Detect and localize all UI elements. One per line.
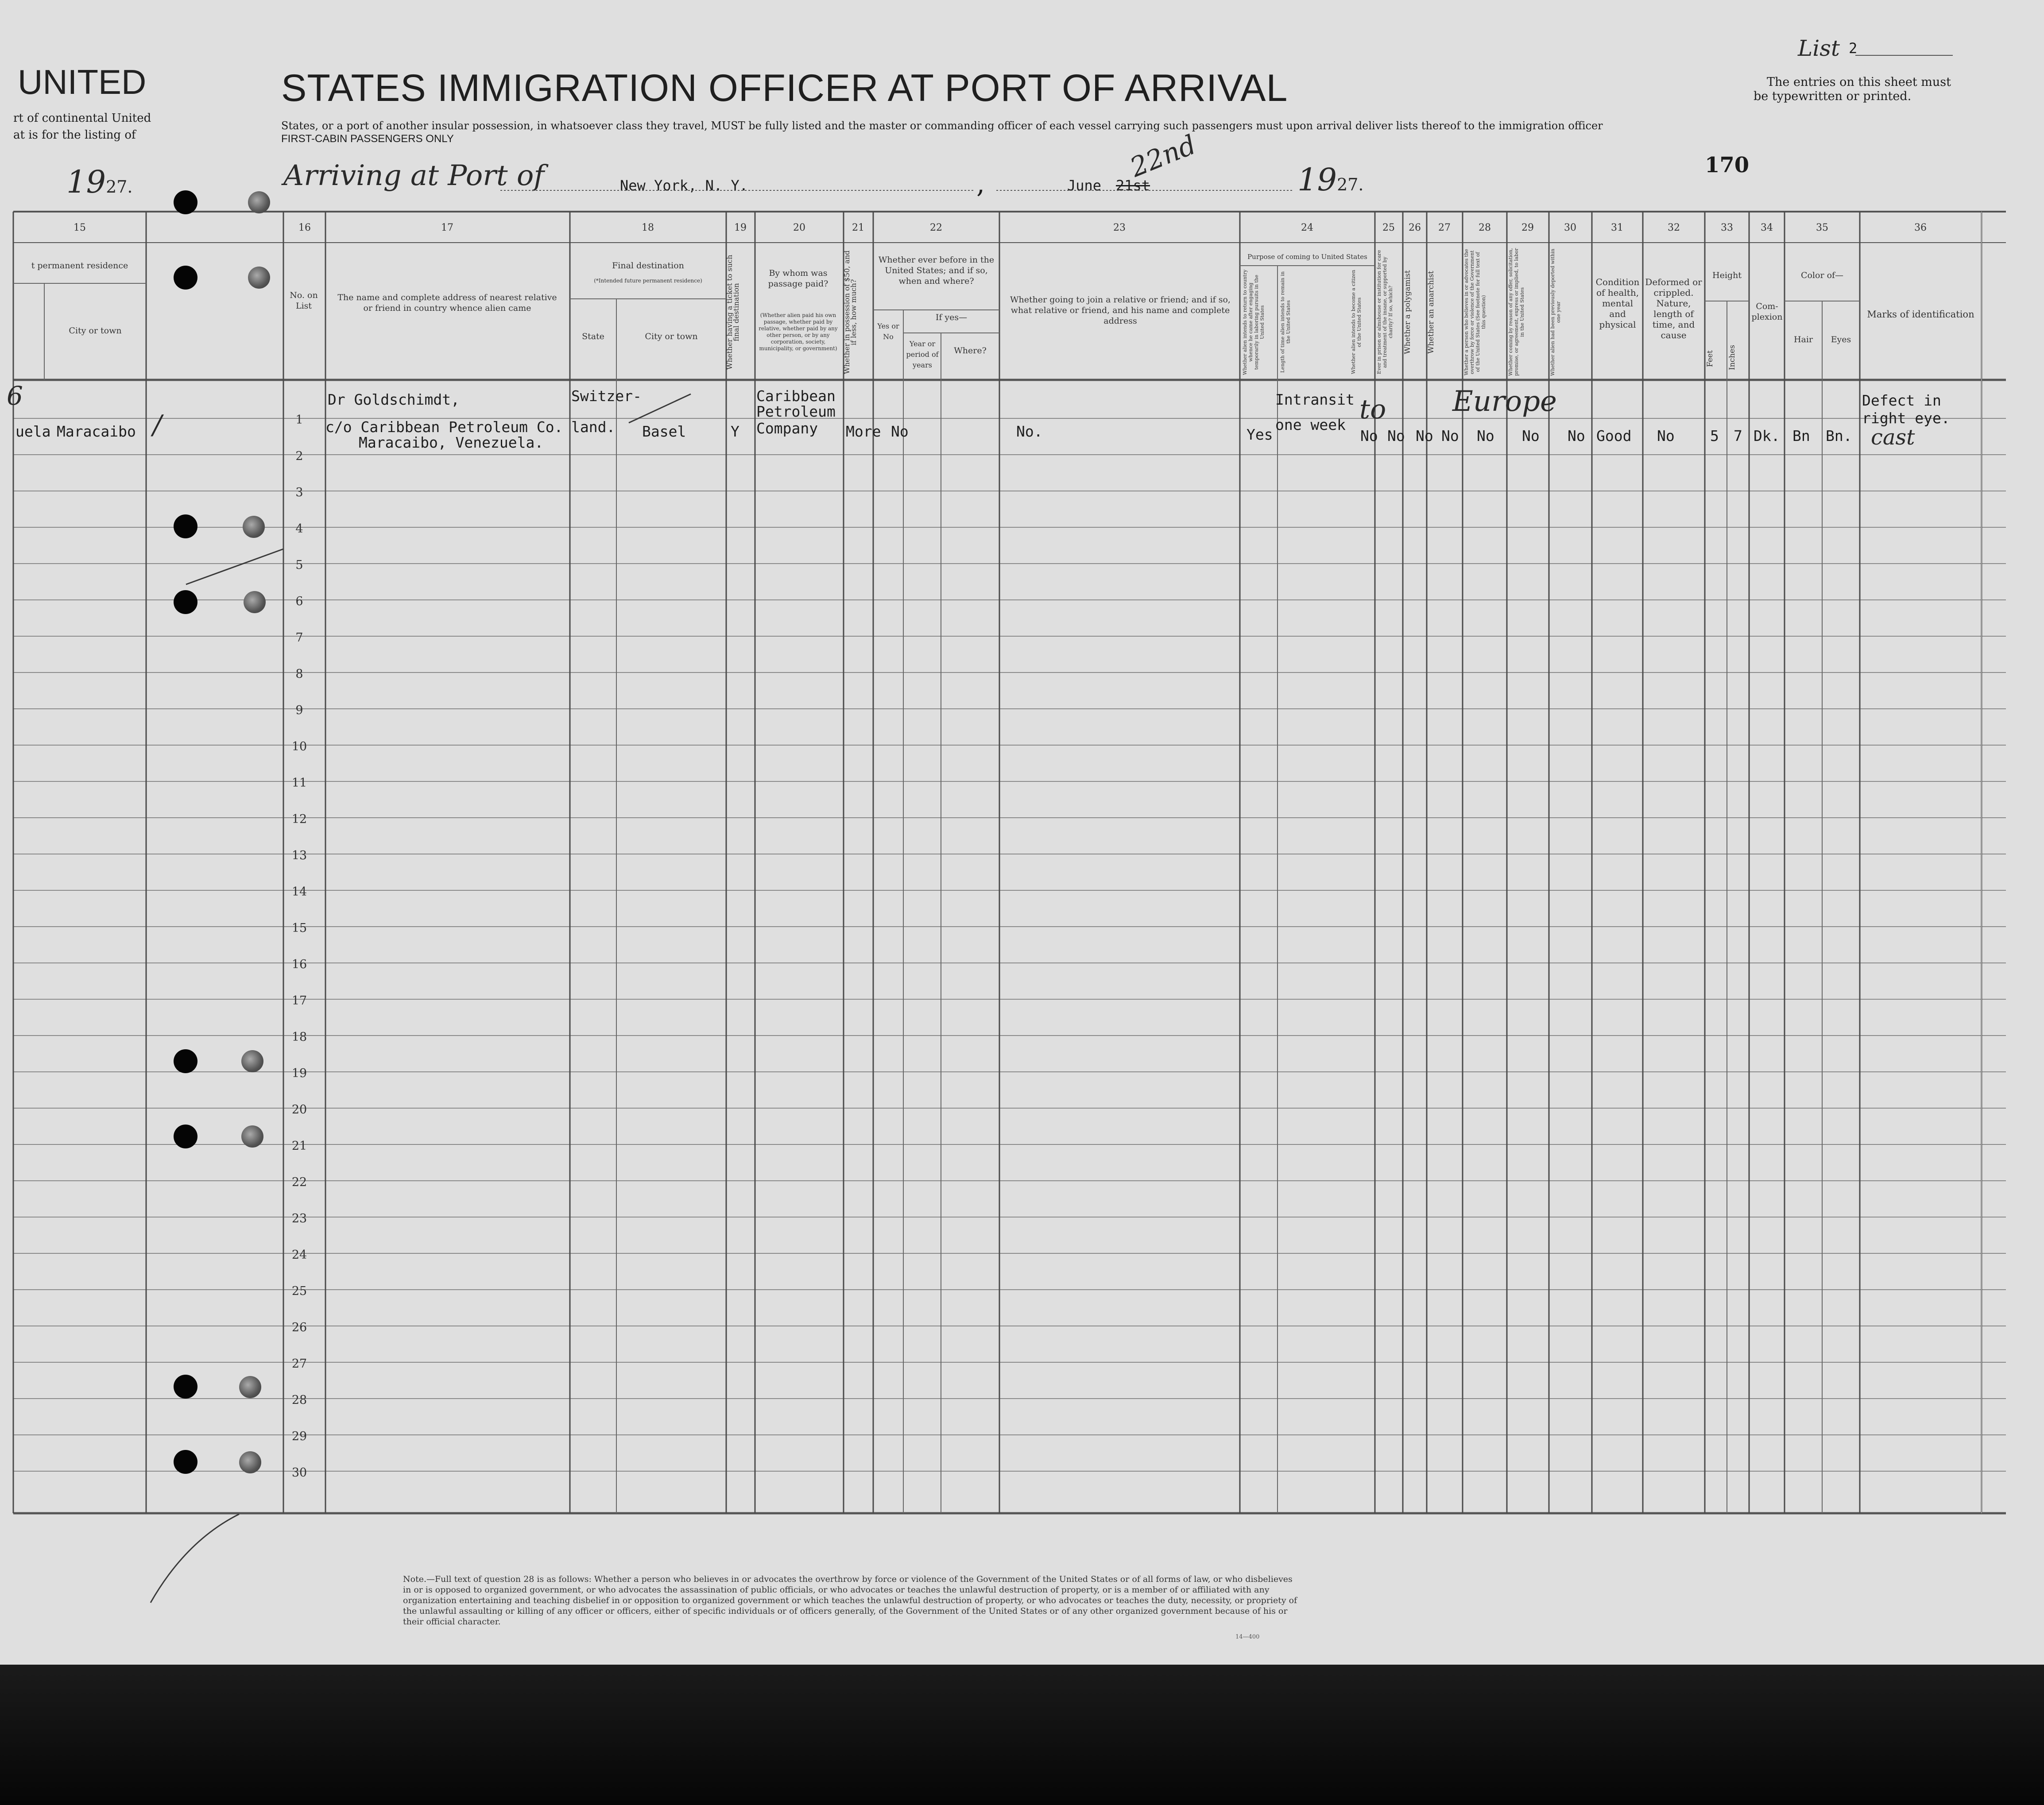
col32-header: Deformed or crippled. Nature, length of time, and cause bbox=[1645, 277, 1702, 340]
entry-hand-europe: Europe bbox=[1452, 385, 1557, 418]
title-subtitle-2: FIRST-CABIN PASSENGERS ONLY bbox=[281, 133, 454, 145]
col33-inches: Inches bbox=[1728, 345, 1737, 370]
row-number: 11 bbox=[291, 776, 307, 790]
col34-header: Com-plexion bbox=[1751, 301, 1783, 322]
entry-relative-1: Dr Goldschimdt, bbox=[328, 391, 460, 408]
port-value: New York, N. Y. bbox=[620, 177, 748, 194]
entry-inches: 7 bbox=[1734, 427, 1742, 444]
punch-hole bbox=[248, 267, 270, 289]
row-number: 19 bbox=[291, 1067, 307, 1080]
col20-header: By whom was passage paid? bbox=[768, 268, 828, 289]
footer-form-code: 14—400 bbox=[1235, 1634, 1260, 1640]
column-number: 30 bbox=[1564, 222, 1576, 233]
punch-hole bbox=[174, 590, 197, 614]
date-month: June bbox=[1067, 177, 1102, 194]
punch-hole bbox=[174, 514, 197, 538]
column-number: 28 bbox=[1479, 222, 1491, 233]
col31-header: Condition of health, mental and physical bbox=[1595, 277, 1640, 330]
entry-residence-city: Maracaibo bbox=[57, 423, 136, 440]
left-year-print: 27. bbox=[106, 177, 133, 197]
row-number: 27 bbox=[291, 1357, 307, 1371]
row-number: 4 bbox=[295, 522, 303, 536]
punch-hole bbox=[248, 191, 270, 213]
header-left-fragment: UNITED bbox=[18, 62, 147, 101]
entry-paid-by-3: Company bbox=[756, 420, 818, 437]
entry-anarchist: No bbox=[1441, 427, 1459, 444]
page-title: STATES IMMIGRATION OFFICER AT PORT OF ARRIVAL bbox=[281, 67, 1288, 109]
dark-border bbox=[0, 1665, 2044, 1805]
col22-header: Whether ever before in the United States; and if so, when and where? bbox=[878, 255, 995, 286]
row-number: 7 bbox=[295, 631, 303, 645]
entry-deported: No bbox=[1568, 427, 1585, 444]
entry-complexion: Dk. bbox=[1754, 427, 1780, 444]
col18-city: City or town bbox=[645, 332, 698, 341]
entry-citizen: No bbox=[1360, 427, 1378, 444]
punch-hole bbox=[239, 1376, 261, 1398]
row-number: 22 bbox=[291, 1175, 307, 1189]
entry-length-2: one week bbox=[1275, 416, 1346, 433]
date-handwritten: 22nd bbox=[1126, 129, 1200, 184]
column-number: 20 bbox=[793, 222, 805, 233]
punch-hole bbox=[174, 1125, 197, 1148]
col15-city: City or town bbox=[69, 326, 122, 336]
row-number: 30 bbox=[291, 1466, 307, 1480]
entry-ticket: Y bbox=[731, 423, 739, 440]
footer-note: Note.—Full text of question 28 is as follows: Whether a person who believes in or advocates the overthrow by force or violence of the Government of the United States or of all forms of law, or who disbelieves in or is opposed to organized government, or who advocates the assassination of public officials, or who advocates or teaches the unlawful destruction of property, or is a member of or affiliated with any organization entertaining and teaching disbelief in or opposition to organized government or which teaches the unlawful destruction of property, or who advocates or teaches the duty, necessity, or propriety of the unlawful assaulting or killing of any officer or officers, either of specific individuals or of officers generally, of the Government of the United States or of any other organized government because of his or their official character. bbox=[403, 1574, 1297, 1627]
entry-join: No. bbox=[1016, 423, 1043, 440]
list-label: List bbox=[1798, 35, 1840, 61]
col29-header: Whether coming by reason of any offer, solicitation, promise, or agreement, express or implied, to labor in the United States bbox=[1508, 248, 1525, 376]
col24-header: Purpose of coming to United States bbox=[1247, 253, 1367, 261]
punch-hole bbox=[239, 1451, 261, 1473]
row-number: 2 bbox=[295, 449, 303, 463]
column-number: 29 bbox=[1521, 222, 1534, 233]
column-number: 27 bbox=[1438, 222, 1451, 233]
column-number: 35 bbox=[1816, 222, 1828, 233]
entry-deformed: No bbox=[1657, 427, 1675, 444]
col19-header: Whether having a ticket to such final destination bbox=[725, 255, 740, 370]
col22-years: Year or period of years bbox=[906, 340, 939, 369]
column-number: 16 bbox=[298, 222, 311, 233]
col24b-header: Length of time alien intends to remain in the United States bbox=[1280, 271, 1291, 373]
entry-eyes: Bn. bbox=[1826, 427, 1852, 444]
col18-header: Final destination bbox=[612, 261, 684, 271]
entry-return: Yes bbox=[1247, 426, 1273, 443]
col30-header: Whether alien had been previously deported within one year bbox=[1550, 248, 1561, 376]
entry-relative-3: Maracaibo, Venezuela. bbox=[359, 434, 544, 451]
row-number: 28 bbox=[291, 1393, 307, 1407]
entry-dest-state-2: land. bbox=[571, 418, 616, 436]
entry-hair: Bn bbox=[1792, 427, 1810, 444]
entries-note-1: The entries on this sheet must bbox=[1767, 75, 1951, 89]
row-number: 5 bbox=[295, 558, 303, 572]
col22-where: Where? bbox=[954, 346, 987, 356]
header-left-sub-1: rt of continental United bbox=[13, 112, 151, 125]
entry-before-us: No bbox=[891, 423, 909, 440]
row-number: 20 bbox=[291, 1103, 307, 1117]
row-number: 26 bbox=[291, 1321, 307, 1334]
row-number: 25 bbox=[291, 1284, 307, 1298]
col33-feet: Feet bbox=[1706, 350, 1715, 367]
entry-hand-cast: cast bbox=[1871, 425, 1915, 450]
column-number: 32 bbox=[1668, 222, 1680, 233]
row-number: 18 bbox=[291, 1030, 307, 1044]
punch-hole bbox=[174, 1450, 197, 1474]
row-number: 8 bbox=[295, 667, 303, 681]
entry-offer: No bbox=[1522, 427, 1540, 444]
punch-hole bbox=[174, 1375, 197, 1399]
col20-note: (Whether alien paid his own passage, whether paid by relative, whether paid by any other person, or by any corporation, society, municipality, or government) bbox=[759, 312, 838, 352]
punch-hole bbox=[174, 1049, 197, 1073]
punch-hole bbox=[174, 190, 197, 214]
col27-header: Whether an anarchist bbox=[1427, 271, 1436, 354]
col36-header: Marks of identification bbox=[1867, 309, 1974, 320]
row-number: 16 bbox=[291, 958, 307, 971]
col23-header: Whether going to join a relative or friend; and if so, what relative or friend, and his name and complete address bbox=[1010, 295, 1231, 326]
col18-note: (*Intended future permanent residence) bbox=[594, 278, 702, 284]
entry-relative-2: c/o Caribbean Petroleum Co. bbox=[325, 418, 563, 436]
col16-header: No. on List bbox=[290, 290, 318, 311]
col25-header: Ever in prison or almshouse or institution for care and treatment of the insane, or supported by charity? If so, which? bbox=[1376, 250, 1394, 375]
punch-hole bbox=[244, 591, 266, 613]
entry-paid-by-1: Caribbean bbox=[756, 387, 836, 405]
row-number: 13 bbox=[291, 849, 307, 862]
year-print: 27. bbox=[1337, 175, 1364, 194]
list-number: 2 bbox=[1849, 40, 1858, 57]
entry-feet: 5 bbox=[1710, 427, 1719, 444]
entry-marks-1: Defect in bbox=[1862, 392, 1941, 409]
column-number: 21 bbox=[852, 222, 864, 233]
col28-header: Whether a person who believes in or advocates the overthrow by force or violence of the Government of the United States (See footnote for full text of this question) bbox=[1463, 249, 1487, 375]
row-number: 1 bbox=[295, 413, 303, 427]
entries-note-2: be typewritten or printed. bbox=[1754, 89, 1912, 103]
column-number: 34 bbox=[1761, 222, 1773, 233]
title-subtitle-1: States, or a port of another insular possession, in whatsoever class they travel, MUST be fully listed and the master or commanding officer of each vessel carrying such passengers must upon arrival deliver lists thereof to the immigration officer bbox=[281, 120, 1603, 132]
year-hand: 19 bbox=[1297, 162, 1337, 198]
col35-header: Color of— bbox=[1800, 271, 1844, 280]
entry-hand-mark: / bbox=[153, 410, 162, 441]
entry-paid-by-2: Petroleum bbox=[756, 403, 836, 420]
column-number: 19 bbox=[734, 222, 747, 233]
header-left-sub-2: at is for the listing of bbox=[13, 128, 136, 142]
col21-header: Whether in possession of $50, and if less, how much? bbox=[843, 250, 858, 374]
punch-hole bbox=[243, 516, 265, 538]
column-number: 25 bbox=[1382, 222, 1395, 233]
entry-prison: No bbox=[1387, 427, 1405, 444]
row-number: 21 bbox=[291, 1139, 307, 1153]
entry-dest-state-1: Switzer- bbox=[571, 387, 642, 405]
col35-eyes: Eyes bbox=[1831, 335, 1851, 344]
left-year-hand: 19 bbox=[66, 164, 106, 200]
row-number: 29 bbox=[291, 1430, 307, 1443]
row-number: 6 bbox=[295, 595, 303, 608]
column-number: 24 bbox=[1301, 222, 1313, 233]
punch-hole bbox=[241, 1125, 263, 1148]
col22-ifyes: If yes— bbox=[935, 313, 968, 322]
row-number: 3 bbox=[295, 486, 303, 499]
punch-hole bbox=[241, 1050, 263, 1072]
column-number: 17 bbox=[441, 222, 453, 233]
column-number: 36 bbox=[1914, 222, 1927, 233]
col22-yesno: Yes or No bbox=[877, 322, 899, 341]
column-number: 18 bbox=[642, 222, 654, 233]
column-number: 15 bbox=[74, 222, 86, 233]
entry-hand-no: 6 bbox=[7, 381, 23, 411]
date-struck: 21st bbox=[1116, 177, 1150, 194]
col15-group: t permanent residence bbox=[31, 261, 128, 271]
arriving-label: Arriving at Port of bbox=[283, 159, 545, 192]
entry-money: More bbox=[846, 423, 881, 440]
entry-length-1: Intransit bbox=[1275, 391, 1355, 408]
entry-dest-city: Basel bbox=[642, 423, 686, 440]
col24c-header: Whether alien intends to become a citizen of the United States bbox=[1351, 270, 1362, 375]
column-number: 22 bbox=[930, 222, 942, 233]
row-number: 17 bbox=[291, 994, 307, 1008]
row-number: 23 bbox=[291, 1212, 307, 1225]
entry-residence-country: uela bbox=[15, 423, 51, 440]
column-number: 33 bbox=[1721, 222, 1733, 233]
col26-header: Whether a polygamist bbox=[1403, 270, 1412, 354]
entry-overthrow: No bbox=[1477, 427, 1494, 444]
row-number: 12 bbox=[291, 812, 307, 826]
row-number: 9 bbox=[295, 703, 303, 717]
row-number: 14 bbox=[291, 885, 307, 899]
punch-hole bbox=[174, 266, 197, 290]
column-number: 31 bbox=[1611, 222, 1623, 233]
col17-header: The name and complete address of nearest relative or friend in country whence alien came bbox=[337, 293, 557, 313]
sheet-number: 170 bbox=[1705, 153, 1750, 178]
col35-hair: Hair bbox=[1793, 335, 1813, 344]
entry-health: Good bbox=[1596, 427, 1632, 444]
entry-marks-2: right eye. bbox=[1862, 410, 1950, 427]
column-number: 23 bbox=[1113, 222, 1126, 233]
row-number: 24 bbox=[291, 1248, 307, 1262]
port-comma: , bbox=[976, 168, 985, 199]
row-number: 15 bbox=[291, 921, 307, 935]
entry-hand-to: to bbox=[1359, 394, 1386, 425]
col24a-header: Whether alien intends to return to country whence he came after engaging temporarily in laboring pursuits in the United States bbox=[1242, 269, 1265, 375]
col18-state: State bbox=[582, 332, 604, 341]
row-number: 10 bbox=[291, 740, 307, 754]
column-number: 26 bbox=[1409, 222, 1421, 233]
col33-header: Height bbox=[1712, 271, 1742, 280]
entry-polygamist: No bbox=[1416, 427, 1433, 444]
